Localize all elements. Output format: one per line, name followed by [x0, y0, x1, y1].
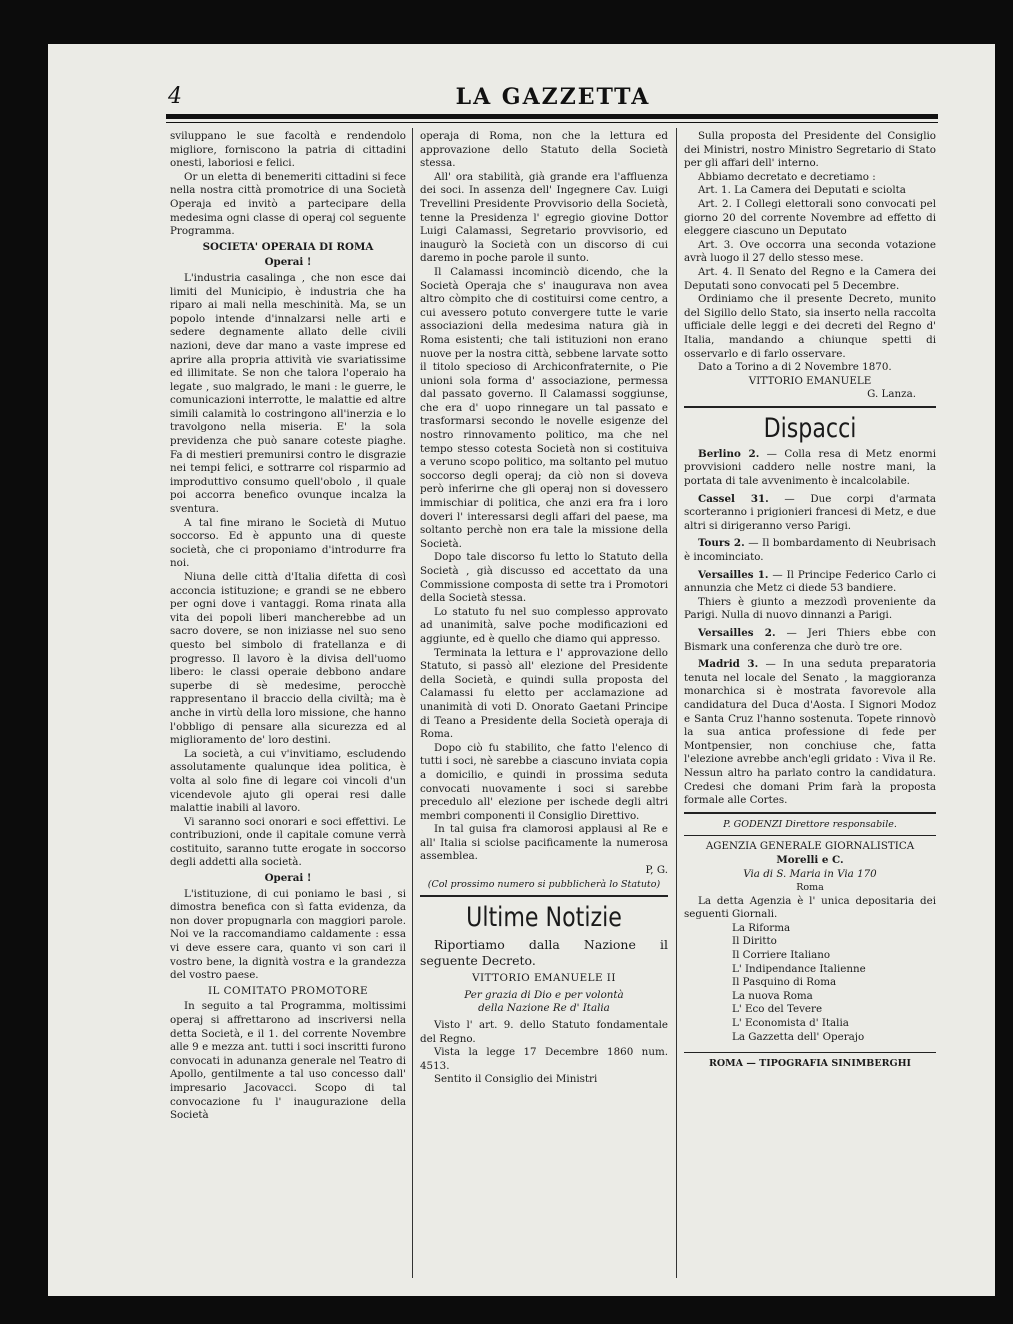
dispatch-text: — Jeri Thiers ebbe con Bismark una conferenza che durò tre ore.	[684, 627, 937, 653]
column-1	[170, 130, 406, 1123]
agency-description: La detta Agenzia è l' unica depositaria dei seguenti Giornali.	[684, 894, 936, 921]
dispatch-place: Tours 2.	[698, 537, 745, 550]
paragraph: operaja di Roma, non che la lettura ed approvazione dello Statuto della Società stessa.	[420, 130, 668, 170]
list-item: Il Pasquino di Roma	[732, 976, 837, 989]
editorial-note: (Col prossimo numero si pubblicherà lo Statuto)	[427, 878, 661, 890]
royal-formula-1: Per grazia di Dio e per volontà	[464, 988, 624, 1001]
paragraph: Dopo tale discorso fu letto lo Statuto della Società , già discusso ed accettato da una Commissione composta di sette tra i Promotori della Società stessa.	[420, 551, 668, 605]
list-item: La Riforma	[732, 921, 791, 934]
paragraph: sviluppano le sue facoltà e rendendolo migliore, forniscono la patria di cittadini onesti, laboriosi e felici.	[170, 130, 406, 170]
paragraph: Vista la legge 17 Decembre 1860 num. 4513.	[420, 1046, 668, 1072]
decree-signer-king: VITTORIO EMANUELE	[748, 374, 872, 387]
decree-signer-minister: G. Lanza.	[867, 388, 916, 401]
king-name: VITTORIO EMANUELE II	[472, 972, 616, 985]
paragraph: L'industria casalinga , che non esce dai limiti del Municipio, è industria che ha riparo ai mali nella meschinità. Ma, se un popolo intende d'innalzarsi nelle arti e sedere degnamente allato delle civili nazioni, deve dar mano a vaste imprese ed aprire alla propria attività vie svariatissime ed illimitate. Se non che talora l'operaio ha legate , suo malgrado, le mani : le guerre, le comunicazioni interrotte, le malattie ed altre simili calamità lo costringono all'inerzia e lo travolgono nella miseria. E' la sola previdenza che può sanare coteste piaghe. Fa di mestieri premunirsi contro le disgrazie nei tempi felici, e sottrarre col risparmio ad improduttivo consumo quell'obolo , il quale poi accorra benefico ovunque incalza la sventura.	[170, 271, 406, 516]
dispatch-text: — Il bombardamento di Neubrisach è incominciato.	[684, 537, 936, 564]
list-item: La nuova Roma	[732, 989, 813, 1002]
paragraph: Or un eletta di benemeriti cittadini si fece nella nostra città promotrice di una Società Operaja ed invitò a partecipare della medesima ogni classe di operaj col seguente Programma.	[170, 170, 406, 238]
section-rule	[684, 835, 936, 836]
salutation: Operai !	[264, 872, 312, 885]
dispatch-item	[684, 569, 936, 596]
paragraph: Sentito il Consiglio dei Ministri	[434, 1073, 598, 1086]
column-divider-1	[412, 128, 413, 1278]
committee-signature: IL COMITATO PROMOTORE	[207, 984, 369, 997]
paragraph: In seguito a tal Programma, moltissimi operaj si affrettarono ad inscriversi nella detta Società, e il 1. del corrente Novembre alle 9 e mezza ant. tutti i soci inscritti furono convocati in adunanza generale nel Teatro di Apollo, gentilmente a tal uso concesso dall' impresario Jacovacci. Scopo di tal convocazione fu l' inaugurazione della Società	[170, 1000, 406, 1122]
paragraph: Vi saranno soci onorari e soci effettivi. Le contribuzioni, onde il capitale comune verrà costituito, saranno tutte erogate in soccorso degli addetti alla società.	[170, 815, 406, 869]
masthead-title: LA GAZZETTA	[455, 84, 651, 110]
dispatch-text: — In una seduta preparatoria tenuta nel locale del Senato , la maggioranza monarchica si è mostrata favorevole alla candidatura del Duca d'Aosta. I Signori Modoz e Santa Cruz l'hanno sostenuta. Topete rinnovò la sua antica professione di fede per Montpensier, non conchiuse che, fatta l'elezione avrebbe anch'egli gridato : Viva il Re. Nessun altro ha parlato contro la candidatura. Credesi che domani Prim farà la proposta formale alle Cortes.	[684, 658, 937, 807]
paragraph: Dopo ciò fu stabilito, che fatto l'elenco di tutti i soci, nè sarebbe a ciascuno inviata copia a domicilio, e quindi in prossima seduta convocati nuovamente i soci si sarebbe precedulo all' elezione per ischede degli altri membri componenti il Consiglio Direttivo.	[420, 741, 668, 822]
decree-article: Art. 2. I Collegi elettorali sono convocati pel giorno 20 del corrente Novembre ad effetto di eleggere ciascuno un Deputato	[684, 197, 936, 238]
paragraph: Thiers è giunto a mezzodì proveniente da Parigi. Nulla di nuovo dinnanzi a Parigi.	[684, 595, 936, 622]
headline-ultime-notizie: Ultime Notizie	[466, 902, 622, 934]
list-item: Il Diritto	[732, 935, 777, 948]
royal-formula-2: della Nazione Re d' Italia	[478, 1002, 610, 1015]
decree-article: Art. 1. La Camera dei Deputati e sciolta	[698, 184, 906, 197]
printer-credit: ROMA — TIPOGRAFIA SINIMBERGHI	[709, 1058, 911, 1070]
paragraph: A tal fine mirano le Società di Mutuo soccorso. Ed è appunto una di queste società, che ci proponiamo d'introdurre fra noi.	[170, 516, 406, 570]
page-header	[168, 84, 938, 110]
dispatch-item	[684, 493, 936, 534]
dispatch-place: Versailles 1.	[698, 568, 769, 581]
dispatch-place: Versailles 2.	[698, 627, 776, 639]
list-item: Il Corriere Italiano	[732, 949, 831, 962]
dispatch-place: Cassel 31.	[698, 492, 769, 505]
paragraph: Terminata la lettura e l' approvazione dello Statuto, si passò all' elezione del Presidente della Società, e quindi sulla proposta del Calamassi fu eletto per acclamazione ad unanimità di voti D. Onorato Gaetani Principe di Teano a Presidente della Società operaja di Roma.	[420, 646, 668, 741]
page-number: 4	[168, 84, 182, 109]
dispatch-item	[684, 658, 936, 808]
author-initials: P, G.	[645, 864, 668, 877]
dispatch-place: Madrid 3.	[698, 658, 759, 671]
list-item: L' Economista d' Italia	[732, 1017, 849, 1030]
salutation: Operai !	[264, 256, 312, 269]
agency-city: Roma	[796, 882, 824, 894]
column-3	[684, 130, 936, 1071]
dispatch-item	[684, 627, 936, 654]
decree-date: Dato a Torino a di 2 Novembre 1870.	[698, 361, 892, 374]
dispatch-text: — Il Principe Federico Carlo ci annunzia che Metz ci diede 53 bandiere.	[684, 568, 937, 595]
paragraph: Abbiamo decretato e decretiamo :	[698, 170, 876, 183]
decree-article: Art. 3. Ove occorra una seconda votazione avrà luogo il 27 dello stesso mese.	[684, 238, 936, 265]
list-item: L' Indipendance Italienne	[732, 962, 866, 975]
decree-article: Art. 4. Il Senato del Regno e la Camera dei Deputati sono convocati pel 5 Decembre.	[684, 265, 936, 292]
section-rule	[684, 812, 936, 814]
list-item: La Gazzetta dell' Operajo	[732, 1030, 865, 1043]
paragraph: Il Calamassi incominciò dicendo, che la Società Operaja che s' inaugurava non avea altro còmpito che di costituirsi come centro, a cui avessero potuto convergere tutte le varie associazioni della medesima natura già in Roma esistenti; che tali istituzioni non erano nuove per la nostra città, sebbene larvate sotto il titolo specioso di Archiconfraternite, o Pie unioni sola forma d' associazione, permessa dal passato governo. Il Calamassi soggiunse, che era d' uopo rinnegare un tal passato e trasformarsi secondo le novelle esigenze del nostro rinnovamento politico, ma che nel tempo stesso cotesta Società non si costituiva a veruno scopo politico, ma soltanto pel mutuo soccorso degli operaj; da ciò non si doveva però inferirne che gli operaj non si dovessero immischiar di politica, che anzi era fra i loro doveri l' interessarsi degli affari del paese, ma soltanto perchè non era tale la missione della Società.	[420, 265, 668, 550]
section-title: SOCIETA' OPERAIA DI ROMA	[202, 240, 374, 253]
paragraph: In tal guisa fra clamorosi applausi al Re e all' Italia si sciolse pacificamente la numerosa assemblea.	[420, 823, 668, 863]
dispatch-item	[684, 537, 936, 564]
paragraph: Sulla proposta del Presidente del Consiglio dei Ministri, nostro Ministro Segretario di Stato per gli affari dell' interno.	[684, 130, 936, 170]
newspaper-page	[48, 44, 995, 1296]
header-rule-thin	[166, 122, 938, 123]
paragraph: All' ora stabilità, già grande era l'affluenza dei soci. In assenza dell' Ingegnere Cav. Luigi Trevellini Presidente Provvisorio della Società, tenne la Presidenza l' egregio giovine Dottor Luigi Calamassi, Segretario provvisorio, ed inaugurò la Società con un discorso di cui daremo in poche parole il sunto.	[420, 170, 668, 265]
editor-credit: P. GODENZI Direttore responsabile.	[723, 818, 897, 830]
dispatch-item	[684, 448, 936, 489]
section-rule	[684, 1052, 936, 1053]
dispatch-text: — Colla resa di Metz enormi provvisioni caddero nelle nostre mani, la portata di tale avvenimento è incalcolabile.	[684, 447, 936, 488]
newspaper-list	[684, 922, 936, 1044]
section-rule	[420, 895, 668, 897]
paragraph: Ordiniamo che il presente Decreto, munito del Sigillo dello Stato, sia inserto nella raccolta ufficiale delle leggi e dei decreti del Regno d' Italia, mandando a chiunque spetti di osservarlo e di farlo osservare.	[684, 293, 936, 360]
paragraph: L'istituzione, di cui poniamo le basi , si dimostra benefica con sì fatta evidenza, da non dover propugnarla con maggiori parole. Noi ve la raccomandiamo caldamente : essa vi deve essere cara, quanto vi son cari il vostro bene, la dignità vostra e la grandezza del vostro paese.	[170, 887, 406, 982]
column-divider-2	[676, 128, 677, 1278]
paragraph: Niuna delle città d'Italia difetta di così acconcia istituzione; e grandi se ne ebbero per ogni dove i vantaggi. Roma rinata alla vita dei popoli liberi mancherebbe ad un sacro dovere, se non iniziasse nel suo seno questo bel simbolo di fratellanza e di progresso. Il lavoro è la divisa dell'uomo libero: le classi operaie debbono andare superbe di sè medesime, perocchè rappresentano il braccio della civiltà; ma è anche in virtù della loro missione, che hanno l'obbligo di pensare alla sicurezza ed al miglioramento de' loro destini.	[170, 571, 406, 747]
dispatch-text: — Due corpi d'armata scorteranno i prigionieri francesi di Metz, e due altri si dirigeranno verso Parigi.	[684, 492, 936, 532]
headline-dispacci: Dispacci	[763, 412, 857, 444]
paragraph: Visto l' art. 9. dello Statuto fondamentale del Regno.	[420, 1019, 668, 1045]
agency-name: Morelli e C.	[776, 853, 844, 866]
section-rule	[684, 406, 936, 408]
agency-address: Via di S. Maria in Via 170	[743, 867, 877, 880]
paragraph: La società, a cui v'invitiamo, escludendo assolutamente qualunque idea politica, è volta al solo fine di legare coi vincoli d'un vicendevole ajuto gli operai resi dalle malattie inabili al lavoro.	[170, 747, 406, 815]
paragraph: Lo statuto fu nel suo complesso approvato ad unanimità, salve poche modificazioni ed aggiunte, ed è quello che diamo qui appresso.	[420, 605, 668, 645]
list-item: L' Eco del Tevere	[732, 1003, 823, 1016]
paragraph: Riportiamo dalla Nazione il seguente Decreto.	[420, 937, 668, 969]
dispatch-place: Berlino 2.	[698, 447, 760, 460]
header-rule-thick	[166, 114, 938, 119]
column-2	[420, 130, 668, 1087]
agency-title: AGENZIA GENERALE GIORNALISTICA	[705, 840, 915, 853]
